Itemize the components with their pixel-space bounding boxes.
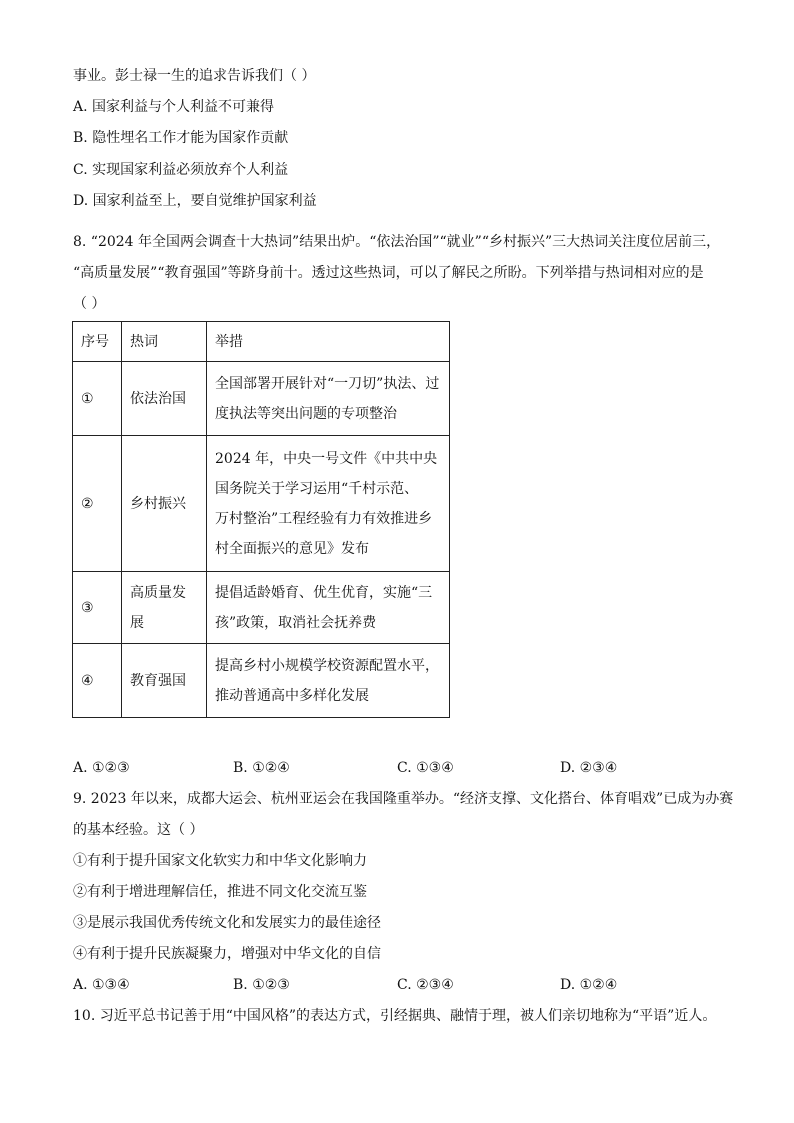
measure-line: 孩”政策，取消社会抚养费 xyxy=(215,614,377,631)
q9-stem-line-2: 的基本经验。这（ ） xyxy=(73,822,204,838)
table-row xyxy=(73,436,450,572)
measure-line: 度执法等突出问题的专项整治 xyxy=(215,405,397,422)
measure-line: 全国部署开展针对“一刀切”执法、过 xyxy=(215,375,440,392)
q10-stem: 10. 习近平总书记善于用“中国风格”的表达方式，引经据典、融情于理，被人们亲切地称为“平语”近人。 xyxy=(73,1008,717,1024)
row-word: 教育强国 xyxy=(122,644,207,718)
q7-stem-tail: 事业。彭士禄一生的追求告诉我们（ ） xyxy=(73,68,316,84)
header-word: 热词 xyxy=(122,322,207,362)
row-no: ② xyxy=(73,436,122,572)
row-word xyxy=(122,572,207,644)
q9-statement-1: ①有利于提升国家文化软实力和中华文化影响力 xyxy=(73,853,367,869)
word-line: 高质量发 xyxy=(130,584,186,601)
q9-answer-b: B. ①②③ xyxy=(233,977,290,993)
q8-answer-c: C. ①③④ xyxy=(397,760,454,776)
q9-statement-3: ③是展示我国优秀传统文化和发展实力的最佳途径 xyxy=(73,915,381,931)
row-measure xyxy=(207,436,450,572)
q9-answer-d: D. ①②④ xyxy=(560,977,618,993)
table-header-row xyxy=(73,322,450,362)
measure-line: 万村整治”工程经验有力有效推进乡 xyxy=(215,510,433,527)
measure-line: 推动普通高中多样化发展 xyxy=(215,687,369,704)
q8-stem-line-3: （ ） xyxy=(73,296,106,312)
q8-answer-b: B. ①②④ xyxy=(233,760,290,776)
measure-line: 提倡适龄婚育、优生优育，实施“三 xyxy=(215,584,433,601)
q9-answer-c: C. ②③④ xyxy=(397,977,454,993)
header-measure: 举措 xyxy=(207,322,450,362)
word-line: 展 xyxy=(130,614,144,631)
row-measure xyxy=(207,572,450,644)
row-measure xyxy=(207,362,450,436)
measure-line: 村全面振兴的意见》发布 xyxy=(215,540,369,557)
table-row xyxy=(73,644,450,718)
row-no: ④ xyxy=(73,644,122,718)
measure-line: 国务院关于学习运用“千村示范、 xyxy=(215,480,419,497)
q8-answer-a: A. ①②③ xyxy=(73,760,130,776)
q7-option-c: C. 实现国家利益必须放弃个人利益 xyxy=(73,162,289,178)
row-word: 依法治国 xyxy=(122,362,207,436)
q9-statement-2: ②有利于增进理解信任，推进不同文化交流互鉴 xyxy=(73,884,367,900)
header-no: 序号 xyxy=(73,322,122,362)
q9-answer-a: A. ①③④ xyxy=(73,977,130,993)
q7-option-d: D. 国家利益至上，要自觉维护国家利益 xyxy=(73,193,317,209)
q8-table xyxy=(72,321,450,718)
row-measure xyxy=(207,644,450,718)
table-row xyxy=(73,572,450,644)
q8-stem-line-2: “高质量发展”“教育强国”等跻身前十。透过这些热词，可以了解民之所盼。下列举措与热词相对应的是 xyxy=(73,265,704,281)
row-no: ③ xyxy=(73,572,122,644)
measure-line: 2024 年，中央一号文件《中共中央 xyxy=(215,450,438,467)
table-row xyxy=(73,362,450,436)
q7-option-b: B. 隐性埋名工作才能为国家作贡献 xyxy=(73,130,289,146)
q7-option-a: A. 国家利益与个人利益不可兼得 xyxy=(73,99,275,115)
q9-statement-4: ④有利于提升民族凝聚力，增强对中华文化的自信 xyxy=(73,946,381,962)
q8-stem-line-1: 8. “2024 年全国两会调查十大热词”结果出炉。“依法治国”“就业”“乡村振兴”三大热词关注度位居前三， xyxy=(73,234,721,250)
q8-answer-d: D. ②③④ xyxy=(560,760,618,776)
q9-stem-line-1: 9. 2023 年以来，成都大运会、杭州亚运会在我国隆重举办。“经济支撑、文化搭台、体育唱戏”已成为办赛 xyxy=(73,791,734,807)
row-word: 乡村振兴 xyxy=(122,436,207,572)
measure-line: 提高乡村小规模学校资源配置水平， xyxy=(215,657,439,674)
row-no: ① xyxy=(73,362,122,436)
